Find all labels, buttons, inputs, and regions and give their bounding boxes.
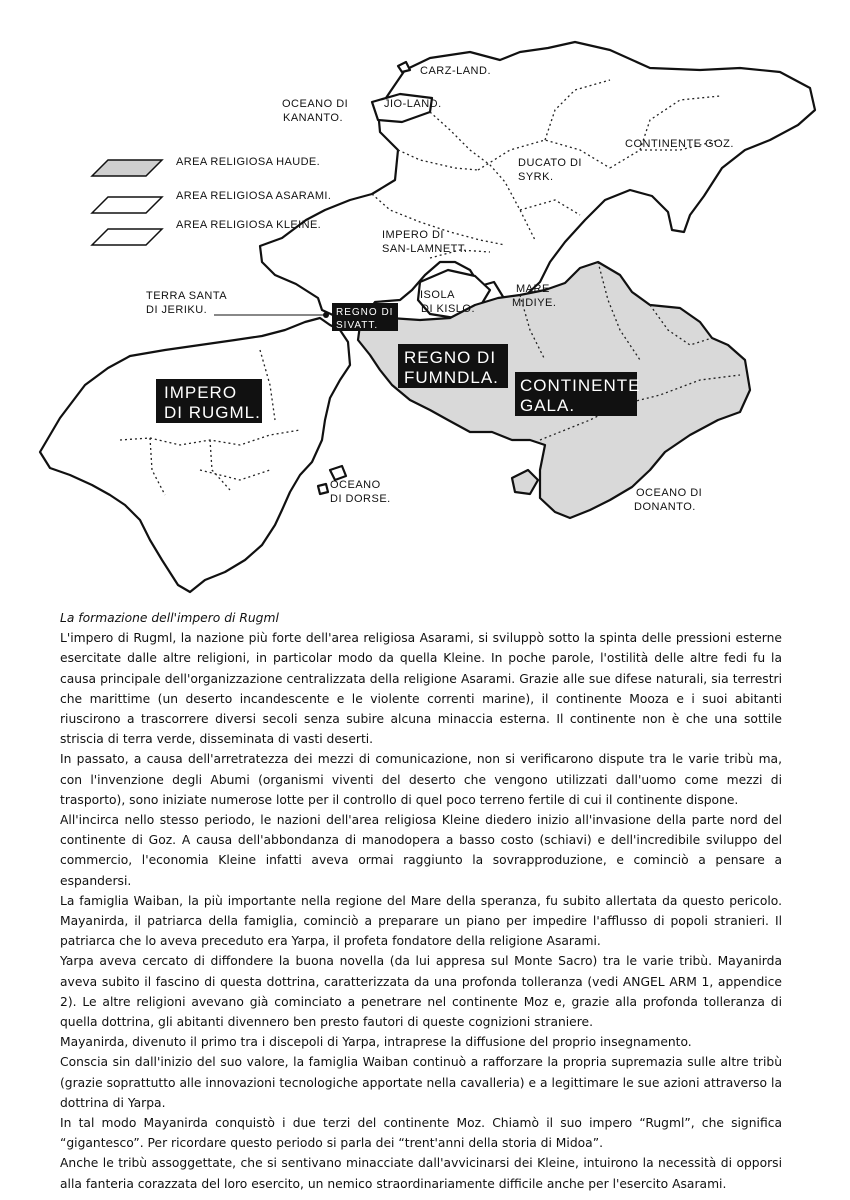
legend-swatch-asarami <box>92 197 162 213</box>
boxed-label-impero-rugml <box>156 379 262 423</box>
islet-south-1 <box>330 466 346 480</box>
label-oceano-dorse-1: OCEANO <box>330 479 381 491</box>
svg-text:REGNO DI: REGNO DI <box>336 307 394 318</box>
article-paragraph: All'incirca nello stesso periodo, le nazioni dell'area religiosa Kleine diedero inizio all'invasione della parte nord del continente di Goz. A causa dell'abbondanza di manodopera a basso costo (schiavi) e dell'incredibile sviluppo del commercio, l'economia Kleine infatti aveva ormai raggiunto la sovrapproduzione, e cominciò a pensare a espandersi. <box>60 813 782 888</box>
svg-text:FUMNDLA.: FUMNDLA. <box>404 368 499 387</box>
article-title: La formazione dell'impero di Rugml <box>60 611 279 625</box>
article-paragraph: In tal modo Mayanirda conquistò i due terzi del continente Moz. Chiamò il suo impero “Rugml”, che significa “gigantesco”. Per ricordare questo periodo si parla dei “trent'anni della storia di Midoa”. <box>60 1116 782 1151</box>
boxed-label-continente-gala <box>515 372 641 416</box>
legend-label-asarami: AREA RELIGIOSA ASARAMI. <box>176 190 332 202</box>
label-oceano-dorse-2: DI DORSE. <box>330 493 391 505</box>
label-isola-kislo-1: ISOLA <box>420 289 455 301</box>
svg-text:REGNO DI: REGNO DI <box>404 348 497 367</box>
label-ducato-syrk-2: SYRK. <box>518 171 554 183</box>
label-impero-san-lamnett-2: SAN-LAMNETT. <box>382 243 468 255</box>
jeriku-marker <box>323 312 329 318</box>
boxed-label-regno-sivatt <box>332 303 398 331</box>
legend-label-kleine: AREA RELIGIOSA KLEINE. <box>176 219 322 231</box>
label-jio-land: JIO-LAND. <box>384 98 442 110</box>
legend-swatch-kleine <box>92 229 162 245</box>
svg-text:CONTINENTE: CONTINENTE <box>520 376 641 395</box>
label-ducato-syrk-1: DUCATO DI <box>518 157 582 169</box>
label-impero-san-lamnett-1: IMPERO DI <box>382 229 444 241</box>
boxed-label-regno-fumndla <box>398 344 508 388</box>
islet-south-2 <box>318 484 328 494</box>
article-paragraph: In passato, a causa dell'arretratezza dei mezzi di comunicazione, non si verificarono dispute tra le varie tribù ma, con l'invenzione degli Abumi (organismi viventi del deserto che vengono utilizzati dall'uomo come mezzi di trasporto), sono iniziate numerose lotte per il controllo di quel poco terreno fertile di cui il continente dispone. <box>60 752 782 807</box>
label-oceano-donanto-1: OCEANO DI <box>636 487 703 499</box>
legend-swatch-haude <box>92 160 162 176</box>
label-continente-goz: CONTINENTE GOZ. <box>625 138 734 150</box>
article <box>60 608 782 1194</box>
svg-text:SIVATT.: SIVATT. <box>336 320 379 331</box>
island-east <box>512 470 538 494</box>
label-oceano-kananto-2: KANANTO. <box>283 112 344 124</box>
article-paragraph: Conscia sin dall'inizio del suo valore, la famiglia Waiban continuò a rafforzare la propria supremazia sulle altre tribù (grazie soprattutto alle innovazioni tecnologiche apportate nella cavalleria) e a legittimare le sue azioni attraverso la dottrina di Yarpa. <box>60 1055 782 1110</box>
svg-text:GALA.: GALA. <box>520 396 576 415</box>
svg-text:IMPERO: IMPERO <box>164 383 238 402</box>
label-mare-midiye-1: MARE <box>516 283 550 295</box>
label-terra-santa-2: DI JERIKU. <box>146 304 208 316</box>
legend-label-haude: AREA RELIGIOSA HAUDE. <box>176 156 321 168</box>
article-paragraph: La famiglia Waiban, la più importante nella regione del Mare della speranza, fu subito allertata da questo pericolo. Mayanirda, il patriarca della famiglia, cominciò a preparare un piano per impedire l'afflusso di popoli stranieri. Il patriarca che lo aveva preceduto era Yarpa, il profeta fondatore della religione Asarami. <box>60 893 782 949</box>
article-paragraph: Yarpa aveva cercato di diffondere la buona novella (da lui appresa sul Monte Sacro) tra le varie tribù. Mayanirda aveva subito il fascino di questa dottrina, caratterizzata da una profonda tolleranza (vedi ANGEL ARM 1, appendice 2). Le altre religioni avevano già cominciato a penetrare nel continente Moz e, grazie alla profonda tolleranza di quella dottrina, gli abitanti divennero ben presto fautori di queste cognizioni straniere. <box>60 954 782 1030</box>
islet-north <box>398 62 410 72</box>
svg-text:DI RUGML.: DI RUGML. <box>164 403 261 422</box>
label-mare-midiye-2: MIDIYE. <box>512 297 557 309</box>
label-isola-kislo-2: DI KISLO. <box>421 303 476 315</box>
label-carz-land: CARZ-LAND. <box>420 65 492 77</box>
label-oceano-donanto-2: DONANTO. <box>634 501 696 513</box>
article-paragraph: Mayanirda, divenuto il primo tra i discepoli di Yarpa, intraprese la diffusione del proprio insegnamento. <box>60 1035 692 1050</box>
label-oceano-kananto-1: OCEANO DI <box>282 98 349 110</box>
article-paragraph: Anche le tribù assoggettate, che si sentivano minacciate dall'avvicinarsi dei Kleine, intuirono la necessità di opporsi alla fanteria corazzata del loro esercito, un nemico straordinariamente difficile anche per l'esercito Asarami. <box>60 1156 782 1191</box>
label-terra-santa-1: TERRA SANTA <box>146 290 228 302</box>
continent-rugml-landmass <box>40 318 350 592</box>
article-paragraph: L'impero di Rugml, la nazione più forte dell'area religiosa Asarami, si sviluppò sotto la spinta delle pressioni esterne esercitate dalle altre religioni, in particolar modo da quella Kleine. In poche parole, l'ostilità delle altre fedi fu la causa principale dell'organizzazione centralizzata della religione Asarami. Grazie alle sue difese naturali, sia terrestri che marittime (un deserto incandescente e le violente correnti marine), il continente Mooza e i suoi abitanti riuscirono a trascorrere diversi secoli senza subire alcuna minaccia esterna. Il continente non è che una sottile striscia di terra verde, disseminata di vasti deserti. <box>60 631 782 747</box>
